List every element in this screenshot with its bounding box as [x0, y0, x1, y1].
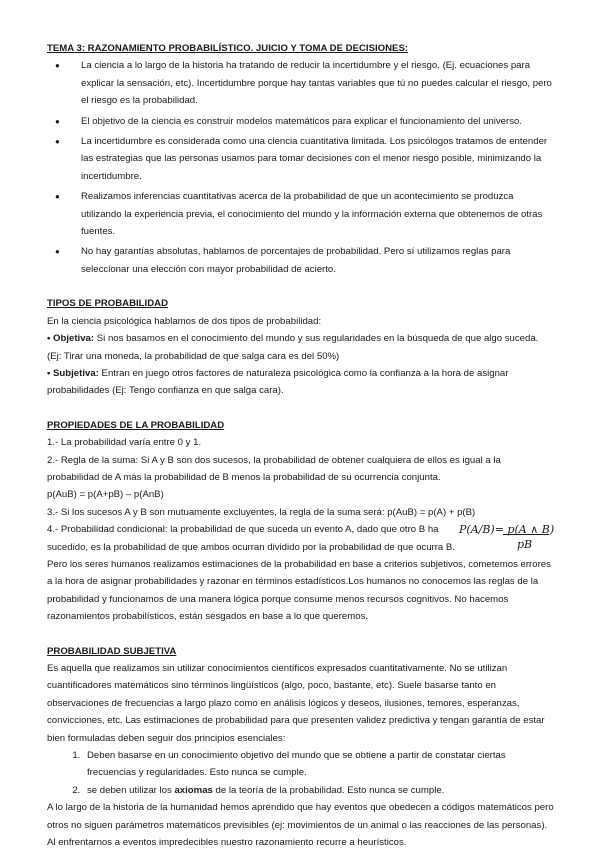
numbered-item-bold: axiomas	[174, 784, 213, 796]
propiedad-3: 3.- Si los sucesos A y B son mutuamente excluyentes, la regla de la suma será: p(AuB) = p(A) + p(B)	[47, 506, 476, 518]
section-tipos	[47, 295, 555, 399]
document-content	[47, 40, 555, 851]
tipo-subjetiva	[47, 365, 555, 400]
section-title-propiedades: PROPIEDADES DE LA PROBABILIDAD	[47, 419, 225, 431]
numbered-item: 1. Deben basarse en un conocimiento objetivo del mundo que se obtiene a partir de constatar ciertas frecuencias y regularidades. Esto nunca se cumple.	[83, 747, 555, 782]
bullet-item: ● El objetivo de la ciencia es construir modelos matemáticos para explicar el funcionamiento del universo.	[81, 113, 555, 130]
bullet-list-tema	[47, 57, 555, 278]
formula-denominator: pB	[517, 538, 533, 552]
tipo-subjetiva-label: • Subjetiva:	[47, 367, 99, 379]
section-tema	[47, 40, 555, 278]
bullet-item: ● No hay garantías absolutas, hablamos de porcentajes de probabilidad. Pero sí utilizamos reglas para seleccionar una elección con mayor probabilidad de acierto.	[81, 243, 555, 278]
section-title-tema: TEMA 3: RAZONAMIENTO PROBABILÍSTICO. JUICIO Y TOMA DE DECISIONES:	[47, 43, 409, 54]
propiedad-1: 1.- La probabilidad varía entre 0 y 1.	[47, 437, 202, 449]
tipos-intro: En la ciencia psicológica hablamos de dos tipos de probabilidad:	[47, 315, 322, 327]
propiedad-4: 4.- Probabilidad condicional: la probabilidad de que suceda un evento A, dado que otro B ha sucedido, es la probabilidad de que ambos ocurran dividido por la probabilidad de que ocurra B.	[47, 524, 456, 553]
conditional-probability-formula	[459, 521, 559, 557]
tipo-objetiva-text: Si nos basamos en el conocimiento del mundo y sus regularidades en la búsqueda de que algo suceda. (Ej: Tirar una moneda, la probabilidad de que salga cara es del 50%)	[47, 333, 539, 362]
subjetiva-para-1: Es aquella que realizamos sin utilizar conocimientos científicos expresados cuantitativamente. No se utilizan cuantificadores matemáticos sino términos lingüísticos (algo, poco, bastante, etc). Suele basarse tanto en observaciones de frecuencias a largo plazo como en análisis lógicos y deseos, ilusiones, temores, esperanzas, convicciones, etc. Las estimaciones de probabilidad para que presenten validez predictiva y tengan garantía de estar bien formuladas deben seguir dos principios esenciales:	[47, 663, 545, 744]
subjetiva-para-2: A lo largo de la historia de la humanidad hemos aprendido que hay eventos que obedecen a códigos matemáticos pero otros no siguen parámetros matemáticos previsibles (ej: movimientos de un animal o las reacciones de las personas). Al enfrentarnos a eventos impredecibles nuestro razonamiento recurre a heurísticos.	[47, 802, 554, 849]
propiedad-2-formula: p(AuB) = p(A+pB) – p(AnB)	[47, 489, 164, 501]
section-subjetiva	[47, 643, 555, 851]
tipo-objetiva-label: • Objetiva:	[47, 333, 95, 345]
numbered-list-principios	[47, 747, 555, 799]
section-title-tipos: TIPOS DE PROBABILIDAD	[47, 298, 168, 310]
tipo-subjetiva-text: Entran en juego otros factores de naturaleza psicológica como la confianza a la hora de asignar probabilidades (Ej: Tengo confianza en que salga cara).	[47, 367, 509, 397]
bullet-item: ● La incertidumbre es considerada como una ciencia cuantitativa limitada. Los psicólogos tratamos de entender las estrategias que las personas usamos para tomar decisiones con el menor riesgo posible, minimizando la incertidumbre.	[81, 133, 555, 185]
tipo-objetiva	[47, 330, 555, 365]
numbered-item	[83, 782, 555, 799]
section-title-subjetiva: PROBABILIDAD SUBJETIVA	[47, 645, 177, 657]
formula-numerator: P(A/B)= p(A ∧ B)	[459, 523, 555, 537]
bullet-item: ● Realizamos inferencias cuantitativas acerca de la probabilidad de que un acontecimiento se produzca utilizando la experiencia previa, el conocimiento del mundo y la información externa que obtenemos de otras fuentes.	[81, 188, 555, 240]
section-propiedades	[47, 417, 555, 626]
numbered-item-text: de la teoría de la probabilidad. Esto nunca se cumple.	[212, 784, 445, 796]
numbered-item-text: se deben utilizar los	[87, 784, 175, 796]
propiedades-closing: Pero los seres humanos realizamos estimaciones de la probabilidad en base a criterios subjetivos, cometemos errores a la hora de asignar probabilidades y razonar en términos estadísticos.Los humanos no conocemos las reglas de la probabilidad y funcionamos de una manera lógica porque consume menos recursos cognitivos. No hacemos razonamientos probabilísticos, están sesgados en base a lo que queremos.	[47, 558, 551, 623]
formula-fraction-bar	[503, 534, 549, 535]
propiedad-4-row	[47, 521, 555, 556]
bullet-item: ● La ciencia a lo largo de la historia ha tratando de reducir la incertidumbre y el riesgo. (Ej. ecuaciones para explicar la sensación, etc). Incertidumbre porque hay tantas variables que tú no puedes calcular el riesgo, pero el riesgo es la probabilidad.	[81, 57, 555, 109]
propiedad-2: 2.- Regla de la suma: Si A y B son dos sucesos, la probabilidad de obtener cualquiera de ellos es igual a la probabilidad de A más la probabilidad de B menos la probabilidad de su ocurrencia conjunta.	[47, 454, 501, 483]
